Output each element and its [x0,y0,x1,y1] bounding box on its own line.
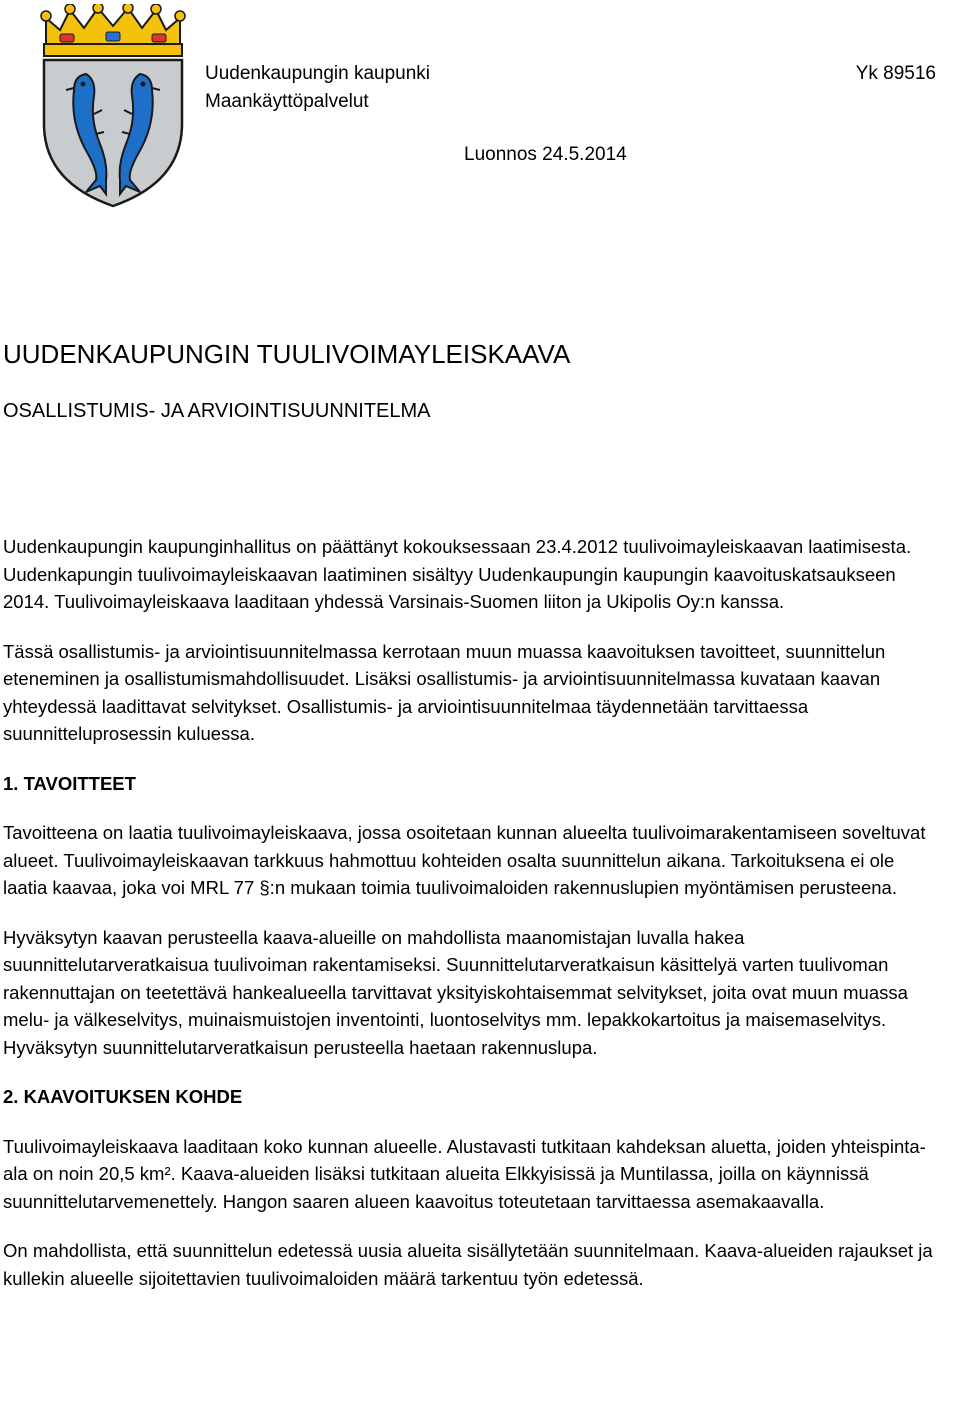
coat-of-arms-graphic [38,4,188,208]
page-title: UUDENKAUPUNGIN TUULIVOIMAYLEISKAAVA [3,339,571,369]
shield-icon [44,60,182,206]
document-body [3,533,943,1292]
document-id: Yk 89516 [855,63,936,84]
section-1-paragraph-1: Tavoitteena on laatia tuulivoimayleiskaava, jossa osoitetaan kunnan alueelta tuulivoimarakentamiseen soveltuvat alueet. Tuulivoimayleiskaavan tarkkuus hahmottuu kohteiden osalta suunnittelun aikana. Tarkoituksena ei ole laatia kaavaa, joka voi MRL 77 §:n mukaan toimia tuulivoimaloiden rakennuslupien myöntämisen perusteena. [3,822,926,898]
section-1-paragraph-2: Hyväksytyn kaavan perusteella kaava-alueille on mahdollista maanomistajan luvalla hakea suunnittelutarveratkaisua tuulivoiman rakentamiseksi. Suunnittelutarveratkaisun käsittelyä varten tuulivoman rakennuttajan on teetettävä hankealueella tarvittavat yksityiskohtaisemmat selvitykset, joita ovat muun muassa melu- ja välkeselvitys, muinaismuistojen inventointi, luontoselvitys mm. lepakkokartoitus ja maisemaselvitys. Hyväksytyn suunnittelutarveratkaisun perusteella haetaan rakennuslupa. [3,926,908,1058]
organization-name: Uudenkaupungin kaupunki [205,63,431,84]
section-2-paragraph-2: On mahdollista, että suunnittelun edetessä uusia alueita sisällytetään suunnitelmaan. Kaava-alueiden rajaukset ja kullekin alueelle sijoitettavien tuulivoimaloiden määrä tarkentuu työn edetessä. [3,1240,933,1289]
section-1-heading: 1. TAVOITTEET [3,772,136,794]
department-name: Maankäyttöpalvelut [205,91,369,112]
draft-date: Luonnos 24.5.2014 [464,144,627,165]
intro-paragraph-1: Uudenkaupungin kaupunginhallitus on päättänyt kokouksessaan 23.4.2012 tuulivoimayleiskaavan laatimisesta. Uudenkapungin tuulivoimayleiskaavan laatiminen sisältyy Uudenkaupungin kaupungin kaavoituskatsaukseen 2014. Tuulivoimayleiskaava laaditaan yhdessä Varsinais-Suomen liiton ja Ukipolis Oy:n kanssa. [3,536,912,612]
intro-paragraph-2: Tässä osallistumis- ja arviointisuunnitelmassa kerrotaan muun muassa kaavoituksen tavoitteet, suunnittelun eteneminen ja osallistumismahdollisuudet. Lisäksi osallistumis- ja arviointisuunnitelmassa kuvataan kaavan yhteydessä laadittavat selvitykset. Osallistumis- ja arviointisuunnitelmaa täydennetään tarvittaessa suunnitteluprosessin kuluessa. [3,640,886,744]
coat-of-arms-icon [38,4,188,208]
crown-icon [41,4,185,56]
section-2-paragraph-1: Tuulivoimayleiskaava laaditaan koko kunnan alueelle. Alustavasti tutkitaan kahdeksan aluetta, joiden yhteispinta-ala on noin 20,5 km². Kaava-alueiden lisäksi tutkitaan alueita Elkkyisissä ja Muntilassa, joilla on käynnissä suunnittelutarvemenettely. Hangon saaren alueen kaavoitus toteutetaan tarvittaessa asemakaavalla. [3,1135,926,1212]
page-subtitle: OSALLISTUMIS- JA ARVIOINTISUUNNITELMA [3,400,431,422]
section-2-heading: 2. KAAVOITUKSEN KOHDE [3,1086,243,1107]
